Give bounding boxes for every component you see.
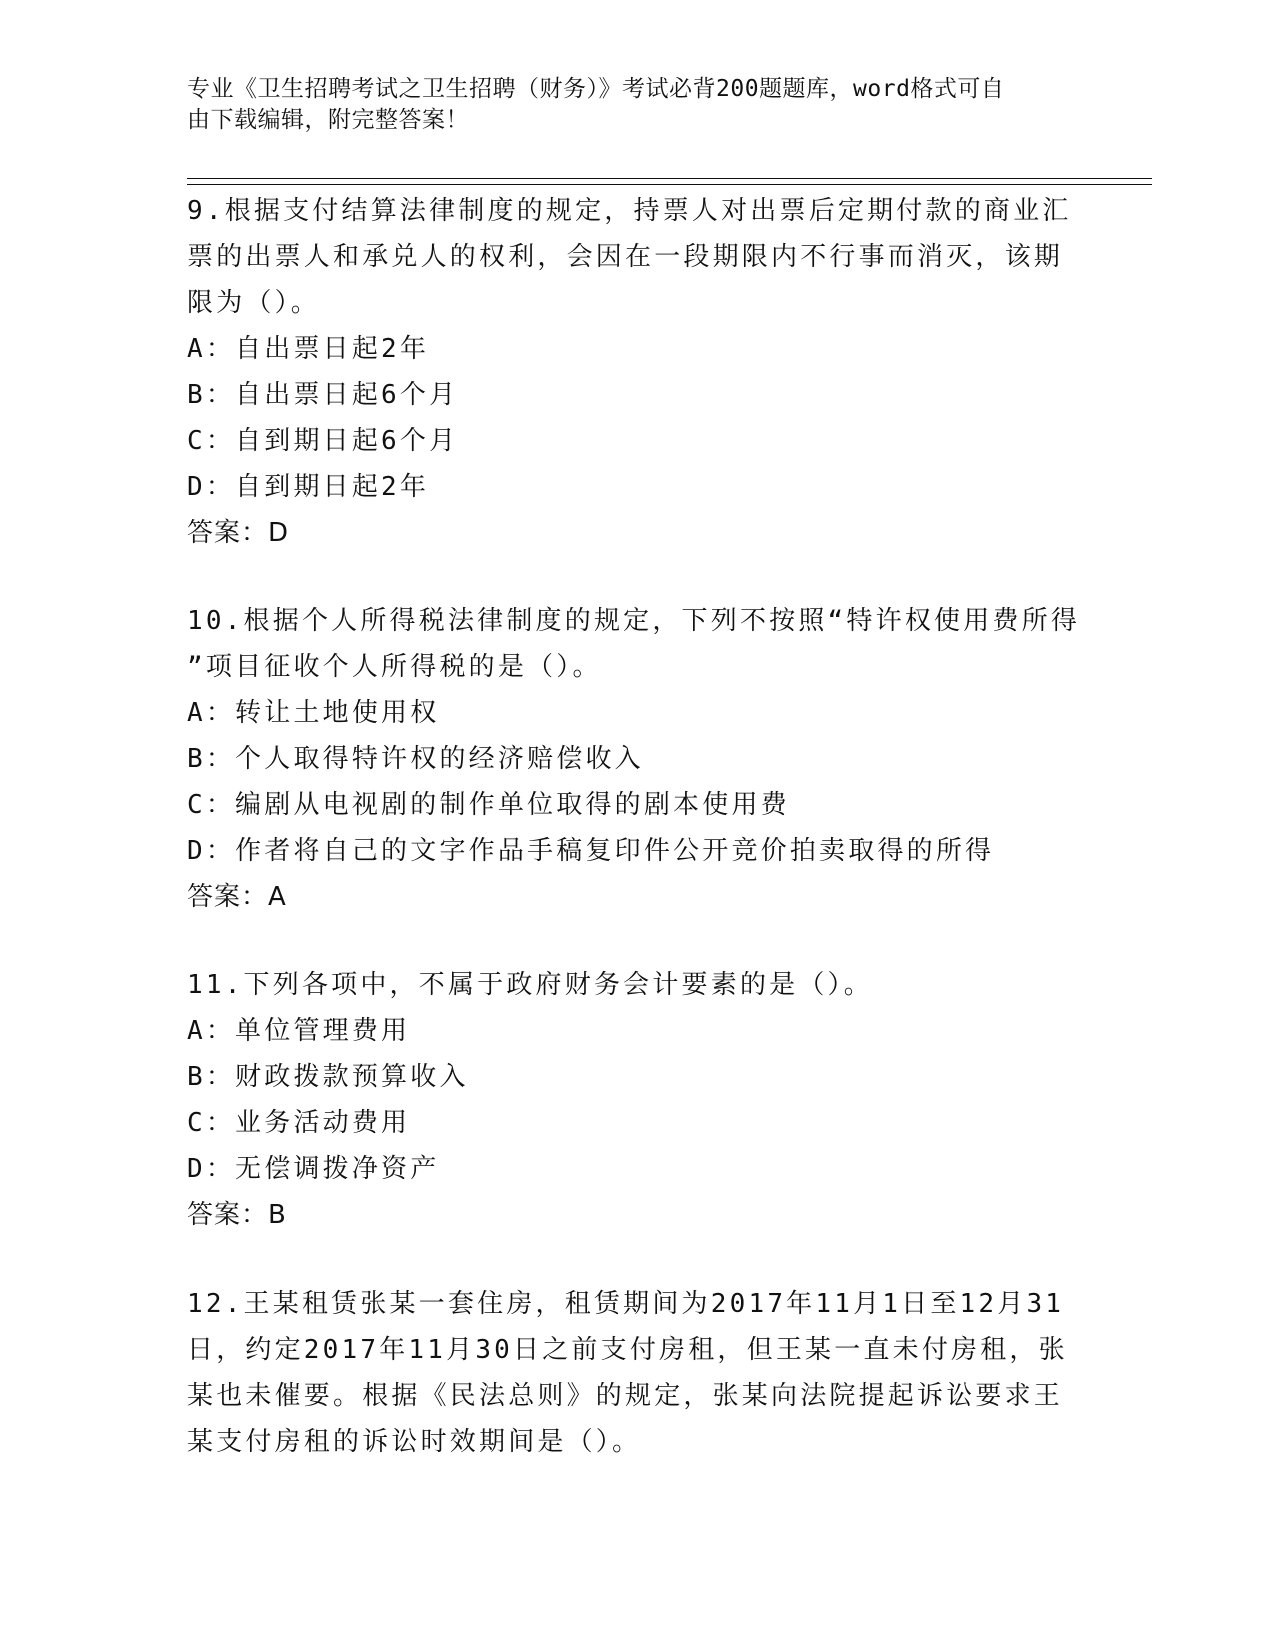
question-text-line: 9.根据支付结算法律制度的规定，持票人对出票后定期付款的商业汇: [187, 196, 1072, 226]
question-9: [187, 188, 1087, 556]
question-text-line: 10.根据个人所得税法律制度的规定，下列不按照“特许权使用费所得: [187, 606, 1081, 636]
document-header: [187, 74, 1067, 136]
option-d: D：作者将自己的文字作品手稿复印件公开竞价拍卖取得的所得: [187, 836, 995, 866]
question-10: [187, 598, 1087, 920]
question-text-line: 日，约定2017年11月30日之前支付房租，但王某一直未付房租，张: [187, 1335, 1068, 1365]
option-c: C：业务活动费用: [187, 1108, 411, 1138]
answer-line: 答案：A: [187, 882, 287, 912]
option-a: A：转让土地使用权: [187, 698, 440, 728]
option-a: A：单位管理费用: [187, 1016, 411, 1046]
question-text-line: 票的出票人和承兑人的权利，会因在一段期限内不行事而消灭，该期: [187, 242, 1064, 272]
question-text-line: 某也未催要。根据《民法总则》的规定，张某向法院提起诉讼要求王: [187, 1381, 1064, 1411]
option-a: A：自出票日起2年: [187, 334, 430, 364]
option-d: D：自到期日起2年: [187, 472, 430, 502]
header-line-1: 专业《卫生招聘考试之卫生招聘（财务）》考试必背200题题库，word格式可自: [187, 76, 1005, 102]
answer-line: 答案：D: [187, 518, 290, 548]
option-b: B：自出票日起6个月: [187, 380, 459, 410]
question-text-line: 某支付房租的诉讼时效期间是（）。: [187, 1427, 642, 1457]
header-divider-top: [187, 178, 1152, 179]
answer-line: 答案：B: [187, 1200, 287, 1230]
question-text-line: ”项目征收个人所得税的是（）。: [187, 652, 602, 682]
option-c: C：自到期日起6个月: [187, 426, 459, 456]
question-11: [187, 962, 1087, 1238]
question-text-line: 11.下列各项中，不属于政府财务会计要素的是（）。: [187, 970, 873, 1000]
header-line-2: 由下载编辑，附完整答案！: [187, 107, 469, 133]
question-text-line: 12.王某租赁张某一套住房，租赁期间为2017年11月1日至12月31: [187, 1289, 1065, 1319]
option-b: B：财政拨款预算收入: [187, 1062, 469, 1092]
option-d: D：无偿调拨净资产: [187, 1154, 440, 1184]
question-12: [187, 1281, 1087, 1465]
option-b: B：个人取得特许权的经济赔偿收入: [187, 744, 644, 774]
question-text-line: 限为（）。: [187, 288, 321, 318]
option-c: C：编剧从电视剧的制作单位取得的剧本使用费: [187, 790, 790, 820]
header-divider-bottom: [187, 184, 1152, 185]
